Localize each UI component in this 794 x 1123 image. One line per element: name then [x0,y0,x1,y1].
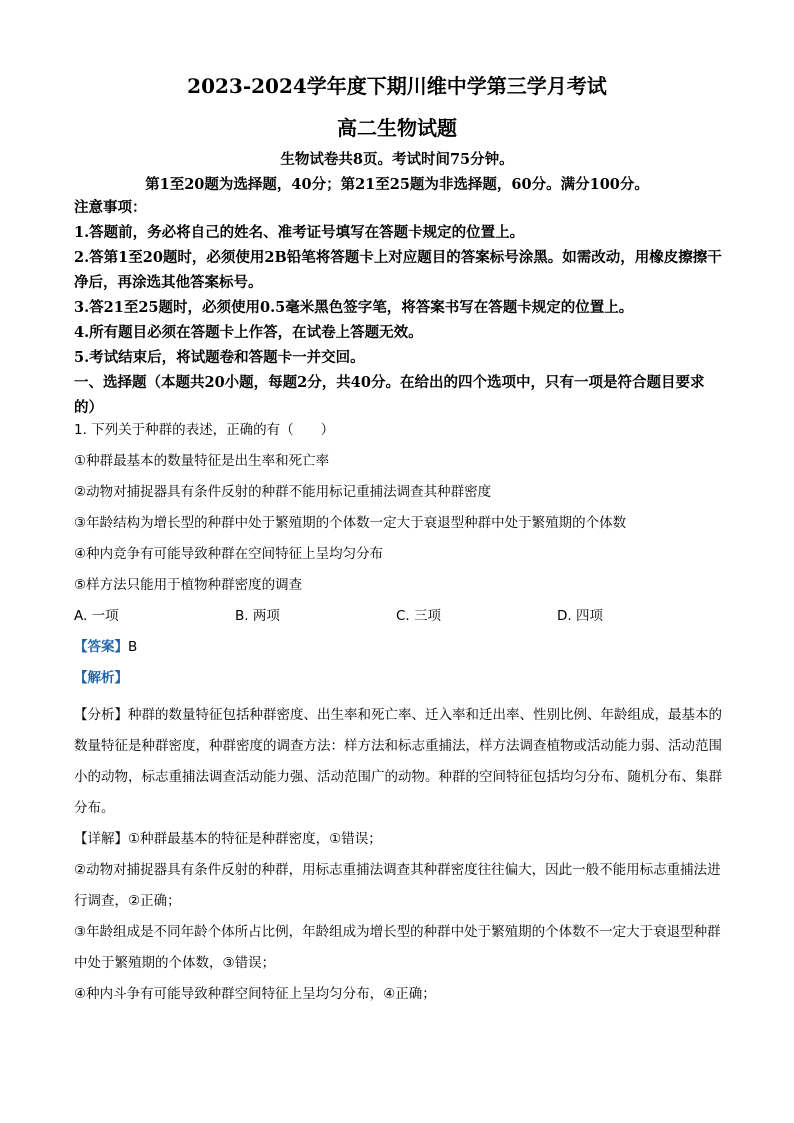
note-item: 4.所有题目必须在答题卡上作答，在试卷上答题无效。 [74,324,423,341]
section-heading: 一、选择题（本题共20小题，每题2分，共40分。在给出的四个选项中，只有一项是符合题目要求的） [74,374,705,416]
detail-paragraph: ④种内斗争有可能导致种群空间特征上呈均匀分布，④正确； [74,986,436,1002]
exam-subtitle: 高二生物试题 [337,116,457,140]
fenxi-paragraph [74,700,724,824]
analysis-line [74,666,724,697]
option-b: B. 两项 [235,608,280,624]
answer-line [74,635,724,666]
exam-info-line-2: 第1至20题为选择题，40分；第21至25题为非选择题，60分。满分100分。 [145,176,649,193]
exam-title: 2023-2024学年度下期川维中学第三学月考试 [187,74,607,98]
detail-paragraph [74,824,724,855]
statement-item: ②动物对捕捉器具有条件反射的种群不能用标记重捕法调查其种群密度 [74,484,492,500]
note-item: 5.考试结束后，将试题卷和答题卡一并交回。 [74,349,365,366]
fenxi-text: 种群的数量特征包括种群密度、出生率和死亡率、迁入率和迁出率、性别比例、年龄组成，最基本的数量特征是种群密度，种群密度的调查方法：样方法和标志重捕法，样方法调查植物或活动能力弱、活动范围小的动物，标志重捕法调查活动能力强、活动范围广的动物。种群的空间特征包括均匀分布、随机分布、集群分布。 [74,707,722,816]
note-item: 3.答21至25题时，必须使用0.5毫米黑色签字笔，将答案书写在答题卡规定的位置上。 [74,299,634,316]
detail-paragraph: ③年龄组成是不同年龄个体所占比例，年龄组成为增长型的种群中处于繁殖期的个体数不一定大于衰退型种群中处于繁殖期的个体数，③错误； [74,924,721,971]
answer-tag: 【答案】 [74,639,128,655]
exam-info-line-1: 生物试卷共8页。考试时间75分钟。 [280,151,514,168]
option-a: A. 一项 [74,608,119,624]
option-d: D. 四项 [557,608,603,624]
statement-item: ③年龄结构为增长型的种群中处于繁殖期的个体数一定大于衰退型种群中处于繁殖期的个体数 [74,515,627,531]
options-row [74,604,724,635]
detail-text: ①种群最基本的特征是种群密度，①错误； [128,831,382,847]
note-item: 1.答题前，务必将自己的姓名、准考证号填写在答题卡规定的位置上。 [74,224,525,241]
detail-paragraph: ②动物对捕捉器具有条件反射的种群，用标志重捕法调查其种群密度往往偏大，因此一般不能用标志重捕法进行调查，②正确； [74,862,721,909]
statement-item: ④种内竞争有可能导致种群在空间特征上呈均匀分布 [74,546,384,562]
analysis-tag: 【解析】 [74,670,128,686]
analysis-body [74,700,724,1010]
question-stem: 1. 下列关于种群的表述，正确的有（ ） [74,422,335,438]
option-c: C. 三项 [396,608,442,624]
statement-item: ①种群最基本的数量特征是出生率和死亡率 [74,453,330,469]
detail-tag: 【详解】 [74,831,128,847]
answer-value: B [128,639,138,655]
fenxi-tag: 【分析】 [74,707,128,723]
notes-section [74,195,724,420]
note-item: 2.答第1至20题时，必须使用2B铅笔将答题卡上对应题目的答案标号涂黑。如需改动，用橡皮擦擦干净后，再涂选其他答案标号。 [74,249,722,291]
statement-item: ⑤样方法只能用于植物种群密度的调查 [74,577,303,593]
notes-heading: 注意事项： [74,199,147,216]
question-1 [74,418,724,697]
